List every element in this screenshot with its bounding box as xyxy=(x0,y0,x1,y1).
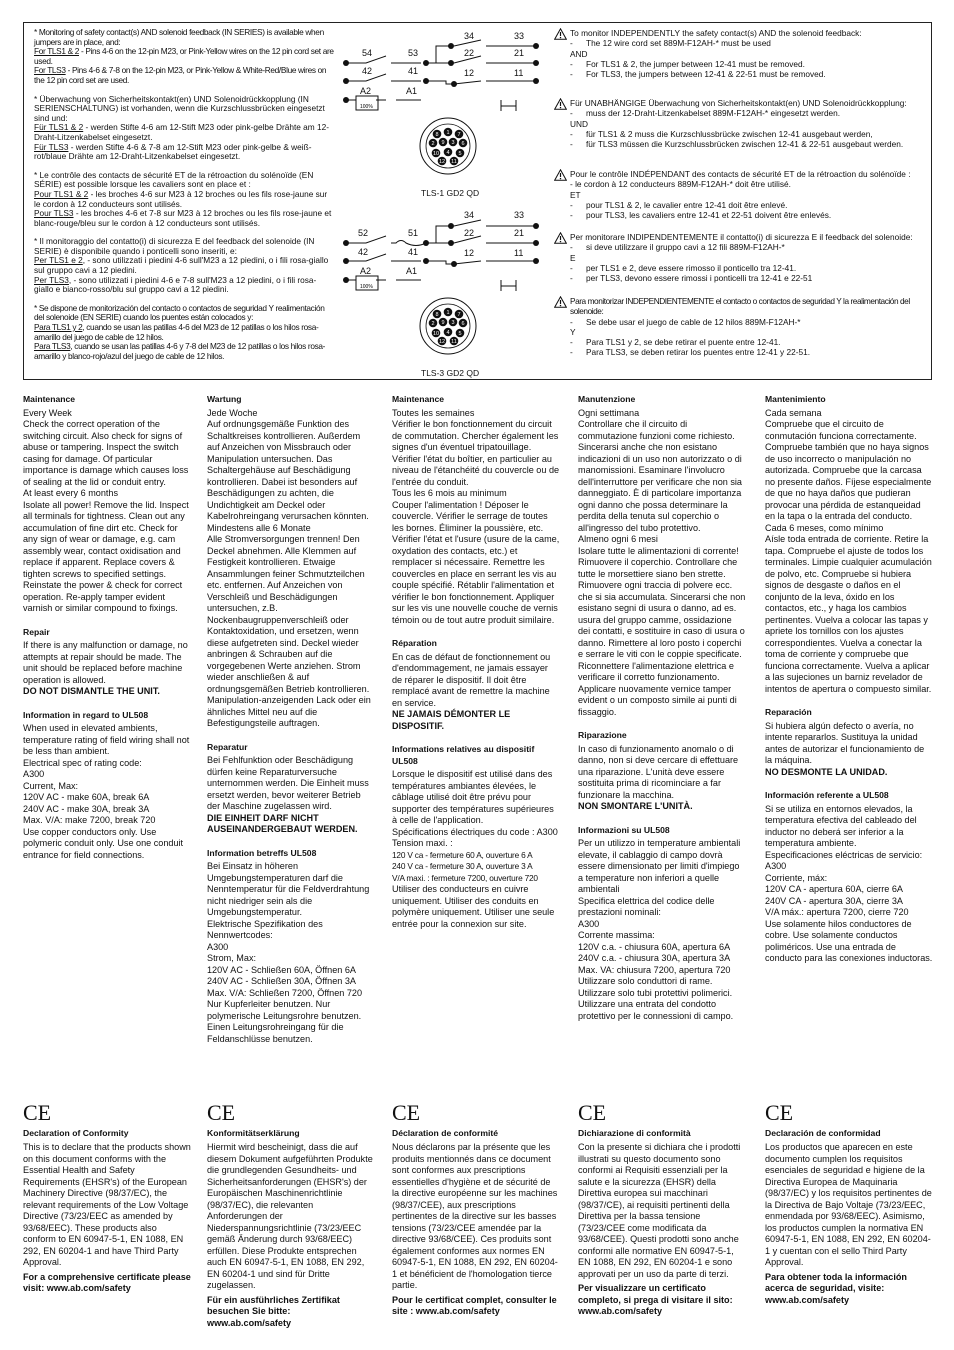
repair-section xyxy=(23,640,191,698)
pin-number: 4 xyxy=(446,150,450,156)
note-text: - werden Stifte 4-6 am 12-Stift M23 oder pink-gelbe Drähte am 12-Draht-Litzenkabelset eingesetzt. xyxy=(34,122,329,142)
terminal-label: 33 xyxy=(514,31,525,41)
ul508-section xyxy=(392,769,560,930)
certificate-link-text: For a comprehensive certificate please visit: www.ab.com/safety xyxy=(23,1271,194,1293)
terminal-label: 12 xyxy=(464,248,475,258)
warning-icon xyxy=(554,28,567,40)
note-model: For TLS1 & 2 xyxy=(34,46,79,57)
language-column xyxy=(207,394,375,1057)
warning-item: - per TLS1 e 2, deve essere rimosso il ponticello tra 12-41. xyxy=(570,263,942,273)
terminal-label: A1 xyxy=(406,86,418,96)
warning-item: - pour TLS3, les cavaliers entre 12-41 et 22-51 doivent être enlevés. xyxy=(570,210,942,220)
note-lead: * Se dispone de monitorización del contacto o contactos de seguridad Y realimentación del solenoide (EN SERIE) cuando los puentes están colocados y: xyxy=(34,302,325,323)
warning-block xyxy=(554,296,942,358)
repair-section xyxy=(207,755,375,836)
conformity-section xyxy=(578,1100,746,1318)
warning-block xyxy=(554,28,942,79)
ul508-section xyxy=(207,861,375,1045)
conformity-heading: Declaración de conformidad xyxy=(765,1128,881,1138)
certificate-link-text: Für ein ausführliches Zertifikat besuchen Sie bitte: www.ab.com/safety xyxy=(207,1294,343,1328)
note-model: Per TLS1 e 2 xyxy=(34,255,83,266)
warning-title: Pour le contrôle INDÉPENDANT des contacts de sécurité ET de la rétroaction du solénoïde : xyxy=(570,169,911,179)
terminal-label: 12 xyxy=(464,68,475,78)
ul508-section xyxy=(578,838,746,1022)
warning-item: - für TLS3 müssen die Kurzschlussbrücken zwischen 12-41 & 22-51 ausgebaut werden. xyxy=(570,139,942,149)
terminal-label: 53 xyxy=(408,48,419,58)
maintenance-heading: Maintenance xyxy=(23,394,76,404)
pin-number: 8 xyxy=(435,132,439,138)
note-lead: * Le contrôle des contacts de sécurité ET de la rétroaction du solénoïde (EN SÉRIE) est possible lorsque les cavaliers sont en place et : xyxy=(34,169,314,190)
note-lead: * Monitoring of safety contact(s) AND solenoid feedback (IN SERIES) is available when jumpers are in place, and: xyxy=(34,27,324,47)
ul508-heading: Information in regard to UL508 xyxy=(23,709,149,720)
ul508-text: Bei Einsatz in höheren Umgebungstemperaturen darf die Nenntemperatur für die Feldverdrahtung nicht niedriger sein als die Umgebungstemperatur. Elektrische Spezifikation des Nennwertcodes: A300 Strom, Max: 120V AC - Schließen 60A, Öffnen 6A 240V AC - Schließen 30A, Öffnen 3A Max. V/A: Schließen 7200, Öffnen 720 Nur Kupferleiter benutzen. Nur polymerische Leitungsrohre benutzen. Einen Leitungsrohreingang für die Feldanschlüsse benutzen. xyxy=(207,861,370,1044)
warning-title: Für UNABHÄNGIGE Überwachung von Sicherheitskontakt(en) UND Solenoidrückkopplung: xyxy=(570,98,907,108)
note-text: - Pins 4-6 & 7-8 on the 12-pin M23, or Pink-Yellow & White-Red/Blue wires on the 12 pin cord set are used. xyxy=(34,65,327,85)
warning-join: AND xyxy=(570,48,588,59)
ce-mark-logo: CE xyxy=(765,1100,794,1125)
pin-number: 1 xyxy=(446,130,450,136)
terminal-label: 41 xyxy=(408,247,419,257)
pin-number: 7 xyxy=(457,132,461,138)
ul508-heading: Informations relatives au dispositif UL508 xyxy=(392,744,535,766)
repair-heading: Riparazione xyxy=(578,730,627,740)
pin-number: 4 xyxy=(446,330,450,336)
warning-title: Para monitorizar INDEPENDIENTEMENTE el contacto o contactos de seguridad Y la realimentación del solenoide: xyxy=(570,296,910,317)
series-note xyxy=(34,304,334,362)
note-model: Per TLS3 xyxy=(34,274,69,285)
warning-block xyxy=(554,98,942,149)
note-text: , - sono utilizzati i piedini 4-6 e 7-8 sull'M23 a 12 piedini, o i fili rosa-giallo e bianco-rosso/blu sul gruppo cavi a 12 piedini. xyxy=(34,274,317,295)
warning-icon xyxy=(554,232,567,244)
terminal-label: 22 xyxy=(464,228,475,238)
warning-join: Y xyxy=(570,326,576,337)
note-text: - werden Stifte 4-6 & 7-8 am 12-Stift M23 oder pink-gelbe & weiß-rot/blaue Drähte am 12-Draht-Litzenkabelset eingesetzt. xyxy=(34,141,312,162)
warning-item: - Se debe usar el juego de cable de 12 hilos 889M-F12AH-* xyxy=(570,317,942,327)
terminal-label: A1 xyxy=(406,266,418,276)
language-column xyxy=(23,394,191,873)
terminal-label: 21 xyxy=(514,228,525,238)
pin-number: 10 xyxy=(432,151,440,157)
maintenance-text: Ogni settimana Controllare che il circuito di commutazione funzioni come richiesto. Sincerarsi anche che non esistano indicazioni di un uso non autorizzato o di manomissioni. Esaminare l'involucro dell'interruttore per verificare che non sia danneggiato. È di particolare importanza ogni danno che possa determinare la perdita della tenuta sul coperchio o all'ingresso del tubo protettivo. Almeno ogni 6 mesi Isolare tutte le alimentazioni di corrente! Rimuovere il coperchio. Controllare che tutte le morsettiere siano ben strette. Rimuovere ogni traccia di polvere ecc. che si sia accumulata. Sincerarsi che non esistano segni di usura o danno, ad es. usura del gruppo camme, ossidazione dei contatti, e sostituire in caso di usura o danno. Rimettere al loro posto i coperchi e serrare le viti con le coppie specificate. Riconnettere l'alimentazione elettrica e verificare il corretto funzionamento. Applicare nuovamente vernice tamper evident o un composto simile ai punti di fissaggio. xyxy=(578,407,746,717)
ce-mark-logo: CE xyxy=(392,1100,421,1125)
ul508-section xyxy=(23,723,191,861)
note-text: , cuando se usan las patillas 4-6 del M23 de 12 patillas o los hilos rosa-amarillo del juego de cable de 12 hilos. xyxy=(34,322,319,342)
repair-heading: Réparation xyxy=(392,638,437,648)
warning-item: - For TLS3, the jumpers between 12-41 & 22-51 must be removed. xyxy=(570,69,942,79)
warning-list xyxy=(570,108,942,118)
maintenance-text: Toutes les semaines Vérifier le bon fonctionnement du circuit de commutation. Chercher également les signes d'un éventuel tripatouillage. Vérifier l'état du boîtier, en particulier au niveau de l'étanchéité du couvercle ou de l'entrée du conduit. Tous les 6 mois au minimum Couper l'alimentation ! Déposer le couvercle. Vérifier le serrage de toutes les bornes. Éliminer la poussière, etc. Vérifier l'état et l'usure (usure de la came, oxydation des contacts, etc.) et remplacer si nécessaire. Remettre les couvercles en place en serrant les vis au couple spécifié. Rétablir l'alimentation et vérifier le bon fonctionnement. Appliquer sur les vis une nouvelle couche de vernis témoin ou de tout autre produit similaire. xyxy=(392,407,560,625)
note-text: , - sono utilizzati i piedini 4-6 sull'M23 a 12 piedini, o i fili rosa-giallo sul gruppo cavi a 12 piedini. xyxy=(34,255,329,276)
language-column xyxy=(765,394,933,977)
note-text: - les broches 4-6 sur M23 à 12 broches ou les fils rose-jaune sur le cordon à 12 conducteurs sont utilisés. xyxy=(34,188,328,209)
warning-list xyxy=(570,59,942,80)
warning-item: - Para TLS3, se deben retirar los puentes entre 12-41 y 22-51. xyxy=(570,347,942,357)
warning-join: E xyxy=(570,252,576,263)
conformity-heading: Dichiarazione di conformità xyxy=(578,1128,691,1138)
conformity-text: Con la presente si dichiara che i prodotti illustrati su questo documento sono conformi ai Requisiti essenziali per la salute e la sicurezza (EHSR) della Direttiva europea sui macchinari (98/37/CE), ai requisiti pertinenti della Direttiva per la bassa tensione (73/23/CEE come modificata da 93/68/CEE). Questi prodotti sono anche conformi alle normative EN 60947-5-1, EN 1088, EN 292, EN 60204-1 e sono approvati per un uso da parte di terzi. xyxy=(578,1142,743,1279)
terminal-label: 22 xyxy=(464,48,475,58)
repair-section xyxy=(578,744,746,813)
ul508-ratings: 120 V ca - fermeture 60 A, ouverture 6 A 240 V ca - fermeture 30 A, ouverture 3 A V/A maxi. : fermeture 7200, ouverture 720 xyxy=(392,849,538,883)
warning-block xyxy=(554,232,942,283)
repair-text: In caso di funzionamento anomalo o di danno, non si deve cercare di effettuare una riparazione. L'unità deve essere sostituita prima di ricominciare a far funzionare la macchina. xyxy=(578,743,741,800)
ce-mark-logo: CE xyxy=(207,1100,236,1125)
warning-title: To monitor INDEPENDENTLY the safety contact(s) AND the solenoid feedback: xyxy=(570,28,862,38)
note-model: Para TLS1 y 2 xyxy=(34,322,83,333)
terminal-label: 52 xyxy=(358,228,369,238)
repair-text: If there is any malfunction or damage, no attempts at repair should be made. The unit should be replaced before machine operation is allowed. xyxy=(23,640,191,685)
ul508-text: Lorsque le dispositif est utilisé dans des températures ambiantes élevées, le câblage utilisé doit être prévu pour supporter des températures supérieures à celle de l'application. Spécifications électriques du code : A300 Tension maxi. : xyxy=(392,769,558,848)
maintenance-heading: Manutenzione xyxy=(578,394,636,404)
conformity-heading: Konformitätserklärung xyxy=(207,1128,300,1138)
pin-number: 1 xyxy=(446,310,450,316)
conformity-heading: Déclaration de conformité xyxy=(392,1128,499,1138)
pin-number: 7 xyxy=(457,312,461,318)
wiring-info-box xyxy=(23,22,932,380)
pin-number: 6 xyxy=(461,321,465,327)
repair-section xyxy=(765,721,933,779)
warning-join: ET xyxy=(570,189,581,200)
pin-number: 2 xyxy=(431,321,435,327)
warning-block xyxy=(554,169,942,220)
warning-list xyxy=(570,263,942,284)
ul508-heading: Información referente a UL508 xyxy=(765,790,889,800)
ul508-heading: Information betreffs UL508 xyxy=(207,847,317,858)
pin-number: 5 xyxy=(458,151,462,157)
repair-heading: Reparación xyxy=(765,707,812,717)
repair-warning: DO NOT DISMANTLE THE UNIT. xyxy=(23,686,160,696)
note-text: - les broches 4-6 et 7-8 sur M23 à 12 broches ou les fils rose-jaune et blanc-rouge/bleu sur le cordon à 12 conducteurs sont utilisés. xyxy=(34,208,332,228)
warning-item: - Para TLS1 y 2, se debe retirar el puente entre 12-41. xyxy=(570,337,942,347)
repair-heading: Reparatur xyxy=(207,741,248,752)
note-lead: * Überwachung von Sicherheitskontakt(en) UND Solenoidrückkopplung (IN SERIENSCHALTUNG) ist vorhanden, wenn die Kurzschlussbrücken eingesetzt sind und: xyxy=(34,93,325,123)
repair-warning: NO DESMONTE LA UNIDAD. xyxy=(765,766,888,777)
terminal-label: 54 xyxy=(362,48,373,58)
ul508-text: Si se utiliza en entornos elevados, la temperatura efectiva del cableado del inductor no deberá ser inferior a la temperatura ambiente. Especificaciones eléctricas de servicio: A300 Corriente, máx: 120V CA - apertura 60A, cierre 6A 240V CA - apertura 30A, cierre 3A V/A máx.: apertura 7200, cierre 720 Use solamente hilos conductores de cobre. Use solamente conductos poliméricos. Use una entrada de conducto para las conexiones inductoras. xyxy=(765,803,933,963)
note-model: Für TLS3 xyxy=(34,141,69,152)
language-column xyxy=(578,394,746,1034)
pin-number: 8 xyxy=(435,312,439,318)
ul508-text: Utiliser des conducteurs en cuivre uniquement. Utiliser des conduits en polymère uniquement. Utiliser une seule entrée pour la connexion sur site. xyxy=(392,884,557,929)
pin-number: 12 xyxy=(438,159,446,165)
note-model: Für TLS1 & 2 xyxy=(34,122,84,133)
conformity-text: This is to declare that the products shown on this document conforms with the Essential Health and Safety Requirements (EHSR's) of the European Machinery Directive (98/37/EC), the relevant requirements of the Low Voltage Directive (73/23/EEC as amended by 93/68/EEC). These products also conform to EN 60947-5-1, EN 1088, EN 292, EN 60204-1 and have Third Party Approval. xyxy=(23,1142,194,1267)
note-text: - Pins 4-6 on the 12-pin M23, or Pink-Yellow wires on the 12 pin cord set are used. xyxy=(34,46,334,66)
terminal-label: 11 xyxy=(514,248,524,258)
repair-warning: NON SMONTARE L'UNITÀ. xyxy=(578,801,693,811)
percent-label: 100% xyxy=(360,104,373,110)
pin-number: 11 xyxy=(451,339,457,345)
series-note xyxy=(34,95,334,162)
certificate-link-text: Pour le certificat complet, consulter le site : www.ab.com/safety xyxy=(392,1294,560,1316)
warning-line: - le cordon à 12 conducteurs 889M-F12AH-* doit être utilisé. xyxy=(570,179,791,190)
repair-warning: NE JAMAIS DÉMONTER LE DISPOSITIF. xyxy=(392,709,513,731)
warning-icon xyxy=(554,98,567,110)
terminal-label: 42 xyxy=(362,66,373,76)
conformity-text: Los productos que aparecen en este documento cumplen los requisitos esenciales de seguridad e higiene de la Directiva Europea de Maquinaria (98/37/EC) y los requisitos pertinentes de la Directiva de Bajo Voltaje (73/23/EEC, enmendada por 93/68/EEC). Asimismo, los productos cumplen la normativa EN 60947-5-1, EN 1088, EN 292, EN 60204-1 y cuentan con el sello Third Party Approval. xyxy=(765,1142,935,1267)
wiring-diagram-tls1 xyxy=(336,26,556,201)
pin-number: 5 xyxy=(458,331,462,337)
terminal-label: 34 xyxy=(464,210,475,220)
percent-label: 100% xyxy=(360,284,373,290)
maintenance-text: Cada semana Compruebe que el circuito de conmutación funciona correctamente. Compruebe también que no haya signos de uso incorrecto o manipulación no autorizada. Compruebe que la carcasa no presente daños. Fíjese especialmente de que no haya daños que pudieran provocar una pérdida de estanqueidad en la tapa o la entrada del conducto. Cada 6 meses, como mínimo Aísle toda entrada de corriente. Retire la tapa. Compruebe el ajuste de todos los terminales. Limpie cualquier acumulación de polvo, etc. Compruebe si hubiera signos de desgaste o daños en el conjunto de la leva, óxido en los contactos, etc., y haga los cambios pertinentes. Vuelva a colocar las tapas y apriete los tornillos con los ajustes correspondientes. Vuelva a conectar la toma de corriente y compruebe que funciona correctamente. Vuelva a aplicar a las sujeciones un barniz revelador de intentos de apertura o compuesto similar. xyxy=(765,407,932,694)
conformity-section xyxy=(207,1100,375,1329)
terminal-label: 41 xyxy=(408,66,419,76)
conformity-section xyxy=(392,1100,560,1318)
warning-list xyxy=(570,242,942,252)
ul508-section xyxy=(765,804,933,965)
language-column xyxy=(392,394,560,942)
pin-number: 12 xyxy=(438,339,446,345)
wiring-diagram-tls3 xyxy=(336,206,556,381)
pin-number: 6 xyxy=(461,141,465,147)
warning-join: UND xyxy=(570,118,588,129)
pin-number: 3 xyxy=(451,320,455,326)
pin-number: 2 xyxy=(431,141,435,147)
warning-list xyxy=(570,200,942,221)
conformity-text: Nous déclarons par la présente que les produits mentionnés dans ce document sont conformes aux prescriptions essentielles d'hygiène et de sécurité de la directive européenne sur les machines (98/37/CEE), aux prescriptions pertinentes de la directive sur les basses tensions (73/23/CEE amendée par la directive 93/68/CEE). Ces produits sont également conformes aux normes EN 60947-5-1, EN 1088, EN 292, EN 60204-1 et bénéficient de l'homologation tierce partie. xyxy=(392,1142,560,1290)
repair-heading: Repair xyxy=(23,626,50,637)
conformity-text: Hiermit wird bescheinigt, dass die auf diesem Dokument aufgeführten Produkte die grundlegenden Gesundheits- und Sicherheitsanforderungen (EHSR's) der Europäischen Maschinenrichtlinie (98/37/EC), die relevanten Anforderungen der Niederspannungsrichtlinie (73/23/EEC gemäß Änderung durch 93/68/EEC) erfüllen. Diese Produkte entsprechen auch EN 60947-5-1, EN 1088, EN 292, EN 60204-1 und sind für Dritte zugelassen. xyxy=(207,1142,376,1290)
series-note xyxy=(34,237,334,295)
terminal-label: 42 xyxy=(358,247,369,257)
warning-item: - per TLS3, devono essere rimossi i ponticelli tra 12-41 e 22-51 xyxy=(570,273,942,283)
ce-mark-logo: CE xyxy=(23,1100,52,1125)
note-model: For TLS3 xyxy=(34,65,66,76)
terminal-label: 51 xyxy=(408,228,419,238)
certificate-link-text: Para obtener toda la información acerca de seguridad, visite: www.ab.com/safety xyxy=(765,1271,910,1305)
ce-mark-logo: CE xyxy=(578,1100,607,1125)
warning-list xyxy=(570,317,942,327)
terminal-label: A2 xyxy=(360,86,372,96)
terminal-label: 33 xyxy=(514,210,525,220)
maintenance-heading: Mantenimiento xyxy=(765,394,826,404)
warning-item: - The 12 wire cord set 889M-F12AH-* must be used xyxy=(570,38,942,48)
note-lead: * Il monitoraggio del contatto(i) di sicurezza E del feedback del solenoide (IN SERIE) è disponibile quando i ponticelli sono inseriti, e: xyxy=(34,236,315,256)
pin-number: 9 xyxy=(441,140,445,146)
ul508-heading: Informazioni su UL508 xyxy=(578,824,670,835)
diagram-caption: TLS-3 GD2 QD xyxy=(421,368,480,378)
terminal-label: 21 xyxy=(514,48,525,58)
pin-number: 9 xyxy=(441,320,445,326)
repair-text: En cas de défaut de fonctionnement ou d'endommagement, ne jamais essayer de réparer le dispositif. Il doit être remplacé avant de remettre la machine en service. xyxy=(392,651,553,708)
warning-icon xyxy=(554,169,567,181)
pin-number: 11 xyxy=(451,159,457,165)
diagram-caption: TLS-1 GD2 QD xyxy=(421,188,480,198)
warning-item: - For TLS1 & 2, the jumper between 12-41 must be removed. xyxy=(570,59,942,69)
series-monitoring-notes xyxy=(34,28,334,370)
warning-icon xyxy=(554,296,567,308)
conformity-section xyxy=(23,1100,194,1295)
repair-text: Bei Fehlfunktion oder Beschädigung dürfen keine Reparaturversuche unternommen werden. Die Einheit muss ersetzt werden, bevor weiterer Betrieb der Maschine zugelassen wird. xyxy=(207,755,372,811)
note-model: Para TLS3 xyxy=(34,341,71,352)
warning-item: - muss der 12-Draht-Litzenkabelset 889M-F12AH-* eingesetzt werden. xyxy=(570,108,942,118)
maintenance-heading: Maintenance xyxy=(392,394,445,404)
warning-item: - si deve utilizzare il gruppo cavi a 12 fili 889M-F12AH-* xyxy=(570,242,942,252)
warning-item: - pour TLS1 & 2, le cavalier entre 12-41 doit être enlevé. xyxy=(570,200,942,210)
repair-text: Si hubiera algún defecto o avería, no intente repararlos. Sustituya la unidad antes de autorizar el funcionamiento de la máquina. xyxy=(765,720,927,765)
warning-title: Per monitorare INDIPENDENTEMENTE il contatto(i) di sicurezza E il feedback del solenoide: xyxy=(570,232,913,242)
conformity-section xyxy=(765,1100,933,1306)
conformity-heading: Declaration of Conformity xyxy=(23,1128,129,1138)
ul508-text: When used in elevated ambients, temperature rating of field wiring shall not be less than ambient. Electrical spec of rating code: A300 Current, Max: 120V AC - make 60A, break 6A 240V AC - make 30A, break 3A Max. V/A: make 7200, break 720 Use copper conductors only. Use polymeric conduit only. Use one conduit entrance for field connections. xyxy=(23,723,190,860)
terminal-label: 11 xyxy=(514,68,524,78)
pin-number: 3 xyxy=(451,140,455,146)
series-note xyxy=(34,171,334,229)
note-model: Pour TLS3 xyxy=(34,208,74,219)
ul508-text: Per un utilizzo in temperature ambientali elevate, il cablaggio di campo dovrà essere dimensionato per limiti d'impiego a temperature non inferiori a quelle ambientali Specifica elettrica del codice delle prestazioni nominali: A300 Corrente massima: 120V c.a. - chiusura 60A, apertura 6A 240V c.a. - chiusura 30A, apertura 3A Max. VA: chiusura 7200, apertura 720 Utilizzare solo conduttori di rame. Utilizzare solo tubi protettivi polimerici. Utilizzare una entrata del condotto protettivo per le connessioni di campo. xyxy=(578,838,741,1021)
certificate-link-text: Per visualizzare un certificato completo, si prega di visitare il sito: www.ab.com/safety xyxy=(578,1283,736,1316)
warning-item: - für TLS1 & 2 muss die Kurzschlussbrücke zwischen 12-41 ausgebaut werden, xyxy=(570,129,942,139)
terminal-label: A2 xyxy=(360,266,372,276)
maintenance-text: Jede Woche Auf ordnungsgemäße Funktion des Schaltkreises kontrollieren. Außerdem auf Anzeichen von Missbrauch oder Manipulation untersuchen. Das Schaltergehäuse auf Beschädigung kontrollieren. Dabei ist besonders auf Beschädigungen zu achten, die Undichtigkeit am Deckel oder Kabelrohreingang verursachen könnten. Mindestens alle 6 Monate Alle Stromversorgungen trennen! Den Deckel abnehmen. Alle Klemmen auf Festigkeit kontrollieren. Etwaige Ansammlungen feiner Schmutzteilchen etc. entfernen. Auf Anzeichen von Verschleiß und Beschädigungen untersuchen, z.B. Nockenbaugruppenverschleiß oder Kontaktoxidation, und ersetzen, wenn diese aufgetreten sind. Deckel wieder anbringen & Schrauben auf die vorgegebenen Werte anziehen. Strom wieder anschließen & auf ordnungsgemäßen Betrieb kontrollieren. Manipulation-anzeigenden Lack oder ein ähnliches Mittel neu auf die Befestigungsteile auftragen. xyxy=(207,407,371,728)
series-note xyxy=(34,28,334,86)
note-text: , cuando se usan las patillas 4-6 y 7-8 del M23 de 12 patillas o los hilos rosa-amarillo y blanco-rojo/azul del juego de cable de 12 hilos. xyxy=(34,341,326,361)
maintenance-heading: Wartung xyxy=(207,394,242,404)
warning-list xyxy=(570,337,942,358)
repair-section xyxy=(392,652,560,733)
repair-warning: DIE EINHEIT DARF NICHT AUSEINANDERGEBAUT WERDEN. xyxy=(207,812,358,834)
warning-list xyxy=(570,38,942,48)
note-model: Pour TLS1 & 2 xyxy=(34,188,89,199)
warning-list xyxy=(570,129,942,150)
pin-number: 10 xyxy=(432,331,440,337)
terminal-label: 34 xyxy=(464,31,475,41)
maintenance-text: Every Week Check the correct operation of the switching circuit. Also check for signs of abuse or tampering. Inspect the switch casing for damage. Of particular importance is damage which causes loss of sealing at the lid or conduit entry. At least every 6 months Isolate all power! Remove the lid. Inspect all terminals for tightness. Clean out any accumulation of fine dirt etc. Check for any sign of wear or damage, e.g. cam assembly wear, contact oxidisation and replace if apparent. Replace covers & tighten screws to specified settings. Reinstate the power & check for correct operation. Re-apply tamper evident varnish or similar compound to fixings. xyxy=(23,407,189,613)
